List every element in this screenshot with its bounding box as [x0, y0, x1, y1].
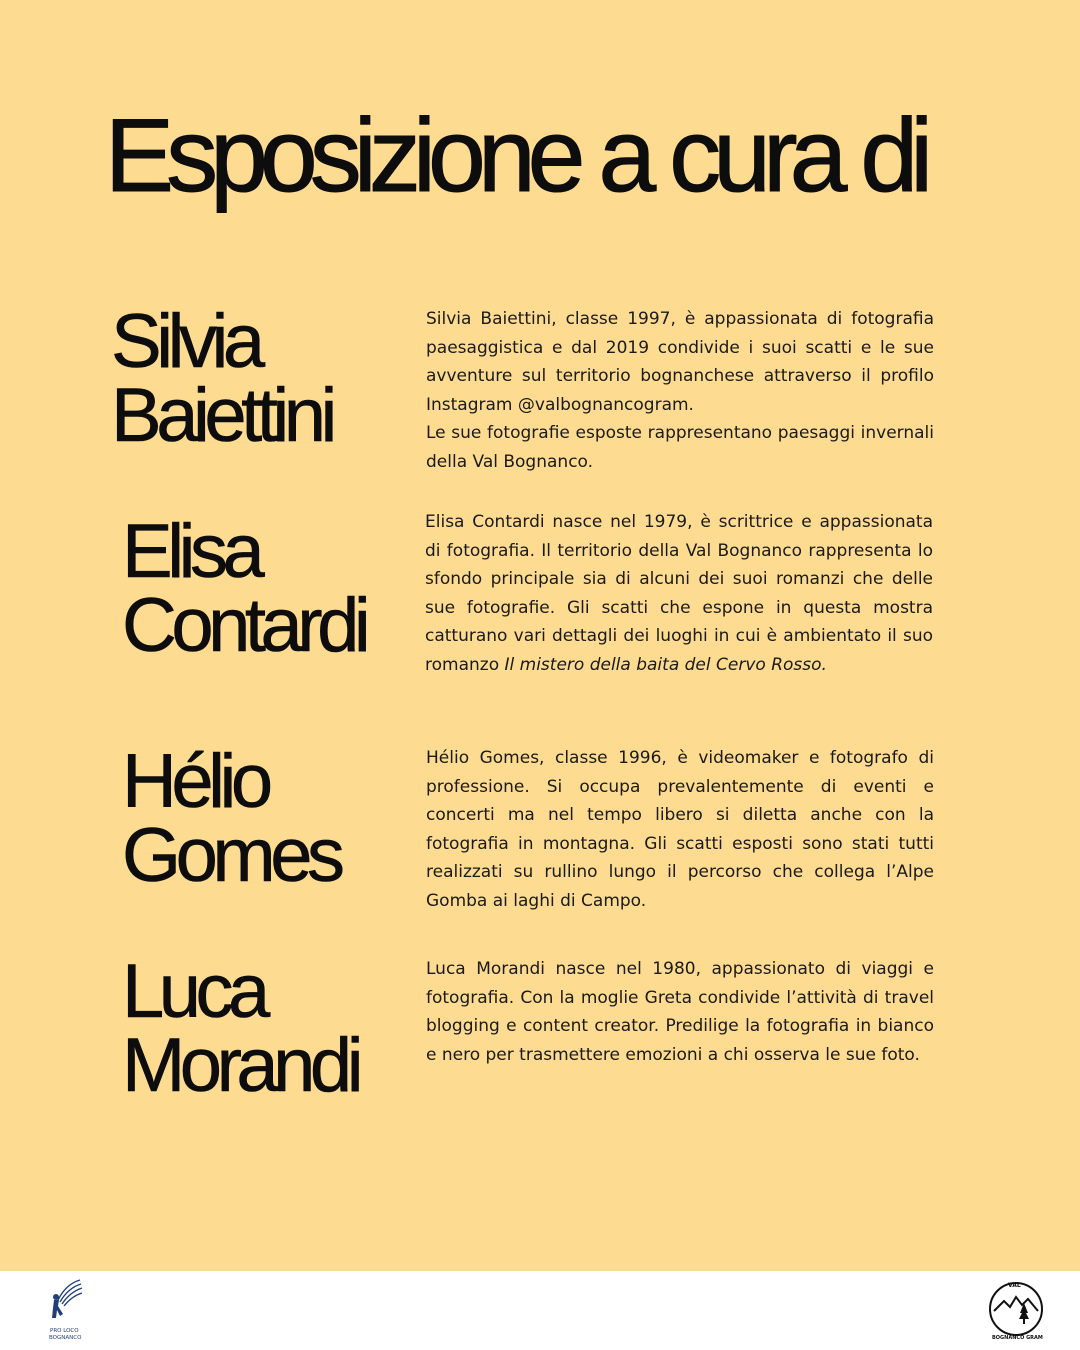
pro-loco-bognanco-logo	[44, 1278, 88, 1344]
curator-bio-silvia-baiettini	[426, 305, 934, 477]
curator-first-name: Elisa	[122, 509, 260, 594]
curator-bio-text-2: Le sue fotografie esposte rappresentano paesaggi invernali della Val Bognanco.	[426, 423, 934, 472]
curator-first-name: Luca	[122, 949, 265, 1034]
curator-bio-helio-gomes	[426, 744, 934, 916]
page-title: Esposizione a cura di	[104, 98, 926, 214]
curator-last-name: Contardi	[122, 583, 366, 668]
curator-bio-luca-morandi	[426, 955, 934, 1069]
curator-name-luca-morandi	[122, 949, 359, 1108]
curator-last-name: Gomes	[122, 813, 340, 898]
val-bognanco-gram-logo	[984, 1277, 1050, 1345]
pro-loco-logo-text-2: BOGNANCO	[49, 1335, 82, 1341]
curator-name-helio-gomes	[122, 739, 340, 898]
val-bognanco-logo-text: VAL	[1008, 1282, 1021, 1289]
footer	[0, 1271, 1080, 1350]
curator-name-elisa-contardi	[122, 509, 366, 668]
curator-bio-text: Luca Morandi nasce nel 1980, appassionato di viaggi e fotografia. Con la moglie Greta condivide l’attività di travel blogging e content creator. Predilige la fotografia in bianco e nero per trasmettere emozioni a chi osserva le sue foto.	[426, 959, 934, 1065]
curator-bio-text: Silvia Baiettini, classe 1997, è appassionata di fotografia paesaggistica e dal 2019 condivide i suoi scatti e le sue avventure sul territorio bognanchese attraverso il profilo Instagram @valbognancogram.	[426, 309, 934, 415]
novel-title: Il mistero della baita del Cervo Rosso.	[504, 654, 827, 675]
curator-bio-text: Elisa Contardi nasce nel 1979, è scrittrice e appassionata di fotografia. Il territorio della Val Bognanco rappresenta lo sfondo principale sia di alcuni dei suoi romanzi che delle sue fotografie. Gli scatti che espone in questa mostra catturano vari dettagli dei luoghi in cui è ambientato il suo romanzo	[425, 512, 933, 675]
curator-bio-text: Hélio Gomes, classe 1996, è videomaker e fotografo di professione. Si occupa prevalentemente di eventi e concerti ma nel tempo libero si diletta anche con la fotografia in montagna. Gli scatti esposti sono stati tutti realizzati su rullino lungo il percorso che collega l’Alpe Gomba ai laghi di Campo.	[426, 748, 934, 911]
curator-name-silvia-baiettini	[111, 299, 332, 458]
curator-last-name: Morandi	[122, 1023, 359, 1108]
curator-first-name: Hélio	[122, 739, 268, 824]
val-bognanco-logo-text-2: BOGNANCO GRAM	[992, 1335, 1043, 1341]
pro-loco-logo-text: PRO LOCO	[50, 1328, 79, 1334]
curator-bio-elisa-contardi	[425, 508, 933, 680]
curator-first-name: Silvia	[111, 299, 260, 384]
curator-last-name: Baiettini	[111, 373, 332, 458]
